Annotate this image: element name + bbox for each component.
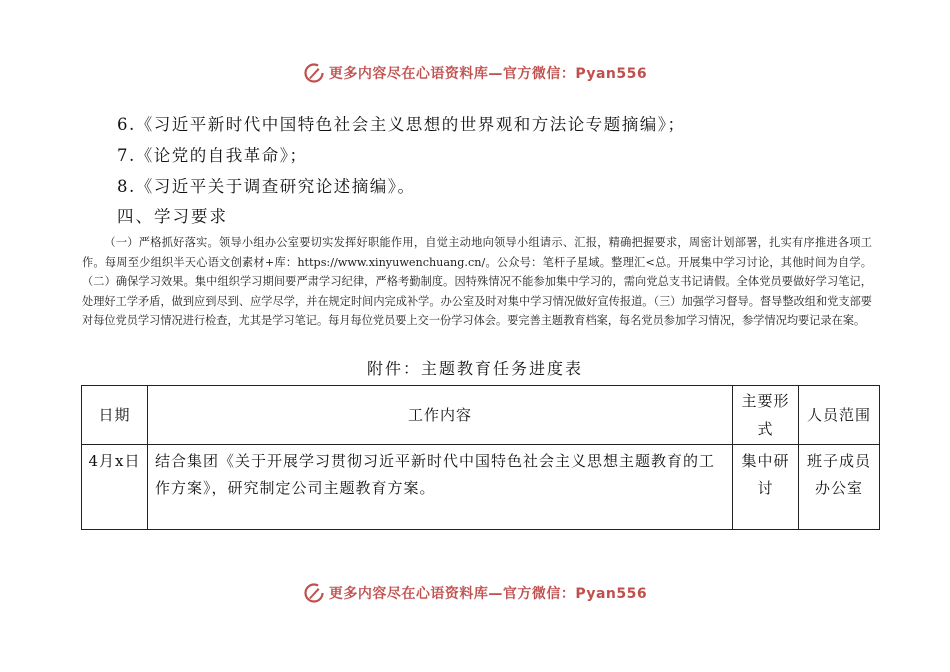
watermark-text: 更多内容尽在心语资料库—官方微信：Pyan556: [328, 586, 648, 602]
cell-scope: 班子成员 办公室: [799, 445, 880, 530]
table-header-row: [82, 386, 880, 445]
header-content: 工作内容: [148, 386, 733, 445]
header-scope: 人员范围: [799, 386, 880, 445]
list-item: 7.《论党的自我革命》；: [117, 146, 308, 165]
table-row: [82, 445, 880, 530]
brush-logo-icon: [303, 62, 325, 84]
brush-logo-icon: [303, 582, 325, 604]
list-item: 8.《习近平关于调查研究论述摘编》。: [117, 177, 416, 196]
section-heading: 四、学习要求: [117, 207, 228, 226]
progress-table: [81, 385, 880, 530]
table-caption: 附件：主题教育任务进度表: [366, 359, 583, 378]
watermark-banner-top: [0, 60, 950, 86]
watermark-text: 更多内容尽在心语资料库—官方微信：Pyan556: [328, 66, 648, 82]
cell-content: 结合集团《关于开展学习贯彻习近平新时代中国特色社会主义思想主题教育的工作方案》，研究制定公司主题教育方案。: [148, 445, 733, 530]
header-date: 日期: [82, 386, 148, 445]
cell-type: 集中研讨: [733, 445, 799, 530]
header-type: 主要形式: [733, 386, 799, 445]
watermark-banner-bottom: [0, 580, 950, 606]
requirements-paragraph: （一）严格抓好落实。领导小组办公室要切实发挥好职能作用，自觉主动地向领导小组请示、汇报，精确把握要求，周密计划部署，扎实有序推进各项工作。每周至少组织半天心语文创素材+库：https://www.xinyuwenchuang.cn/。公众号：笔杆子星域。整理汇<总。开展集中学习讨论，其他时间为自学。（二）确保学习效果。集中组织学习期间要严肃学习纪律，严格考勤制度。因特殊情况不能参加集中学习的，需向党总支书记请假。全体党员要做好学习笔记，处理好工学矛盾，做到应到尽到、应学尽学，并在规定时间内完成补学。办公室及时对集中学习情况做好宣传报道。（三）加强学习督导。督导整改组和党支部要对每位党员学习情况进行检查，尤其是学习笔记。每月每位党员要上交一份学习体会。要完善主题教育档案，每名党员参加学习情况，参学情况均要记录在案。: [82, 236, 872, 327]
cell-date: 4月x日: [82, 445, 148, 530]
list-item: 6.《习近平新时代中国特色社会主义思想的世界观和方法论专题摘编》；: [117, 115, 686, 134]
